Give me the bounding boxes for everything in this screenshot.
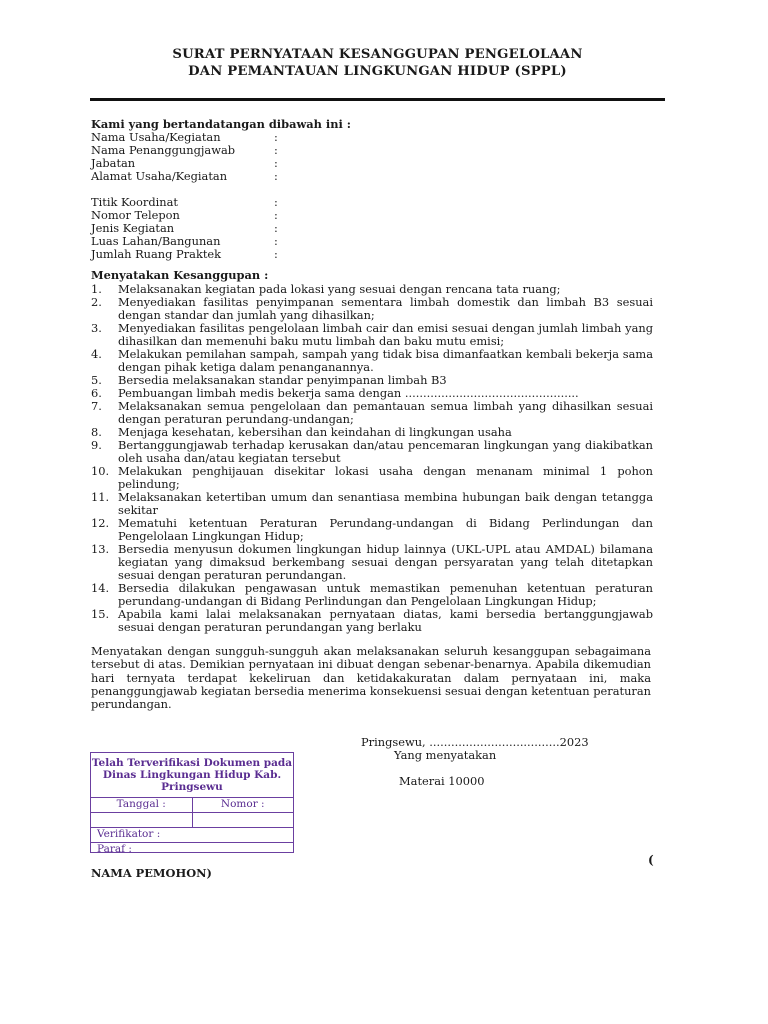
document-title	[90, 46, 665, 80]
item-text: Pembuangan limbah medis bekerja sama dengan ................................................	[118, 386, 579, 400]
item-number: 7.	[91, 399, 102, 413]
item-number: 15.	[91, 607, 110, 621]
declarant-label: Yang menyatakan	[394, 748, 497, 762]
initial-row: Paraf :	[91, 842, 293, 857]
item-text: Menyediakan fasilitas pengelolaan limbah cair dan emisi sesuai dengan jumlah limbah yang dihasilkan dan memenuhi baku mutu limbah dan baku mutu emisi;	[118, 321, 653, 348]
list-item	[91, 582, 653, 608]
list-item	[91, 543, 653, 582]
field-colon: :	[274, 247, 278, 261]
item-text: Melaksanakan ketertiban umum dan senantiasa membina hubungan baik dengan tetangga sekitar	[118, 490, 653, 517]
verification-box	[90, 752, 294, 853]
item-number: 5.	[91, 373, 102, 387]
item-number: 8.	[91, 425, 102, 439]
verification-date-number-row	[91, 797, 293, 812]
field-label: Titik Koordinat	[91, 195, 178, 209]
field-colon: :	[274, 130, 278, 144]
list-item	[91, 400, 653, 426]
number-value-cell	[192, 813, 294, 827]
open-parenthesis: (	[648, 853, 654, 867]
verifier-row: Verifikator :	[91, 827, 293, 842]
item-number: 6.	[91, 386, 102, 400]
item-number: 12.	[91, 516, 110, 530]
field-label: Nomor Telepon	[91, 208, 180, 222]
field-label: Nama Usaha/Kegiatan	[91, 130, 221, 144]
field-colon: :	[274, 195, 278, 209]
item-text: Menjaga kesehatan, kebersihan dan keindahan di lingkungan usaha	[118, 425, 512, 439]
verification-heading: Telah Terverifikasi Dokumen pada Dinas Lingkungan Hidup Kab. Pringsewu	[91, 757, 293, 793]
section-heading: Menyatakan Kesanggupan :	[91, 268, 269, 282]
item-number: 2.	[91, 295, 102, 309]
commitment-list	[91, 283, 653, 634]
title-line-1: SURAT PERNYATAAN KESANGGUPAN PENGELOLAAN	[172, 47, 583, 62]
item-text: Melaksanakan semua pengelolaan dan pemantauan semua limbah yang dihasilkan sesuai dengan peraturan perundang-undangan;	[118, 399, 653, 426]
item-text: Bersedia melaksanakan standar penyimpanan limbah B3	[118, 373, 447, 387]
list-item	[91, 465, 653, 491]
item-text: Melakukan penghijauan disekitar lokasi usaha dengan menanam minimal 1 pohon pelindung;	[118, 464, 653, 491]
list-item	[91, 348, 653, 374]
item-text: Bersedia dilakukan pengawasan untuk memastikan pemenuhan ketentuan peraturan perundang-undangan di Bidang Perlindungan dan Pengelolaan Lingkungan Hidup;	[118, 581, 653, 608]
item-number: 3.	[91, 321, 102, 335]
verification-blank-row	[91, 812, 293, 827]
field-label: Alamat Usaha/Kegiatan	[91, 169, 228, 183]
field-colon: :	[274, 234, 278, 248]
list-item	[91, 608, 653, 634]
item-number: 11.	[91, 490, 110, 504]
item-number: 9.	[91, 438, 102, 452]
identity-fields	[91, 131, 278, 183]
field-colon: :	[274, 208, 278, 222]
date-value-cell	[91, 813, 192, 827]
field-label: Jenis Kegiatan	[91, 221, 175, 235]
item-text: Melaksanakan kegiatan pada lokasi yang sesuai dengan rencana tata ruang;	[118, 282, 561, 296]
applicant-name: NAMA PEMOHON)	[91, 866, 212, 880]
list-item	[91, 439, 653, 465]
activity-fields	[91, 196, 278, 261]
field-colon: :	[274, 221, 278, 235]
field-label: Jabatan	[91, 156, 136, 170]
item-text: Apabila kami lalai melaksanakan pernyataan diatas, kami bersedia bertanggungjawab sesuai dengan peraturan perundangan yang berlaku	[118, 607, 653, 634]
list-item	[91, 491, 653, 517]
title-line-2: DAN PEMANTAUAN LINGKUNGAN HIDUP (SPPL)	[188, 64, 567, 79]
field-label: Luas Lahan/Bangunan	[91, 234, 221, 248]
list-item	[91, 322, 653, 348]
number-cell: Nomor :	[192, 798, 294, 812]
closing-paragraph: Menyatakan dengan sungguh-sungguh akan melaksanakan seluruh kesanggupan sebagaimana tersebut di atas. Demikian pernyataan ini dibuat dengan sebenar-benarnya. Apabila dikemudian hari ternyata terdapat kekeliruan dan ketidakakuratan dalam pernyataan ini, maka penanggungjawab kegiatan bersedia menerima konsekuensi sesuai dengan ketentuan peraturan perundangan.	[91, 644, 651, 712]
item-number: 14.	[91, 581, 110, 595]
field-row	[91, 170, 278, 183]
field-label: Jumlah Ruang Praktek	[91, 247, 222, 261]
item-text: Bersedia menyusun dokumen lingkungan hidup lainnya (UKL-UPL atau AMDAL) bilamana kegiatan yang dimaksud berkembang sesuai dengan persyaratan yang telah ditetapkan sesuai dengan peraturan perundangan.	[118, 542, 653, 582]
stamp-duty-label: Materai 10000	[399, 774, 485, 788]
field-label: Nama Penanggungjawab	[91, 143, 236, 157]
place-date-line: Pringsewu, ....................................2023	[361, 735, 589, 749]
field-colon: :	[274, 143, 278, 157]
list-item	[91, 296, 653, 322]
item-number: 13.	[91, 542, 110, 556]
item-text: Mematuhi ketentuan Peraturan Perundang-undangan di Bidang Perlindungan dan Pengelolaan Lingkungan Hidup;	[118, 516, 653, 543]
field-colon: :	[274, 156, 278, 170]
item-text: Menyediakan fasilitas penyimpanan sementara limbah domestik dan limbah B3 sesuai dengan standar dan jumlah yang dihasilkan;	[118, 295, 653, 322]
item-number: 4.	[91, 347, 102, 361]
intro-text: Kami yang bertandatangan dibawah ini :	[91, 117, 352, 131]
item-number: 1.	[91, 282, 102, 296]
date-cell: Tanggal :	[116, 798, 166, 810]
item-text: Bertanggungjawab terhadap kerusakan dan/atau pencemaran lingkungan yang diakibatkan oleh usaha dan/atau kegiatan tersebut	[118, 438, 653, 465]
item-text: Melakukan pemilahan sampah, sampah yang tidak bisa dimanfaatkan kembali bekerja sama dengan pihak ketiga dalam penanganannya.	[118, 347, 653, 374]
field-colon: :	[274, 169, 278, 183]
title-divider	[90, 98, 665, 101]
field-row	[91, 248, 278, 261]
item-number: 10.	[91, 464, 110, 478]
list-item	[91, 517, 653, 543]
